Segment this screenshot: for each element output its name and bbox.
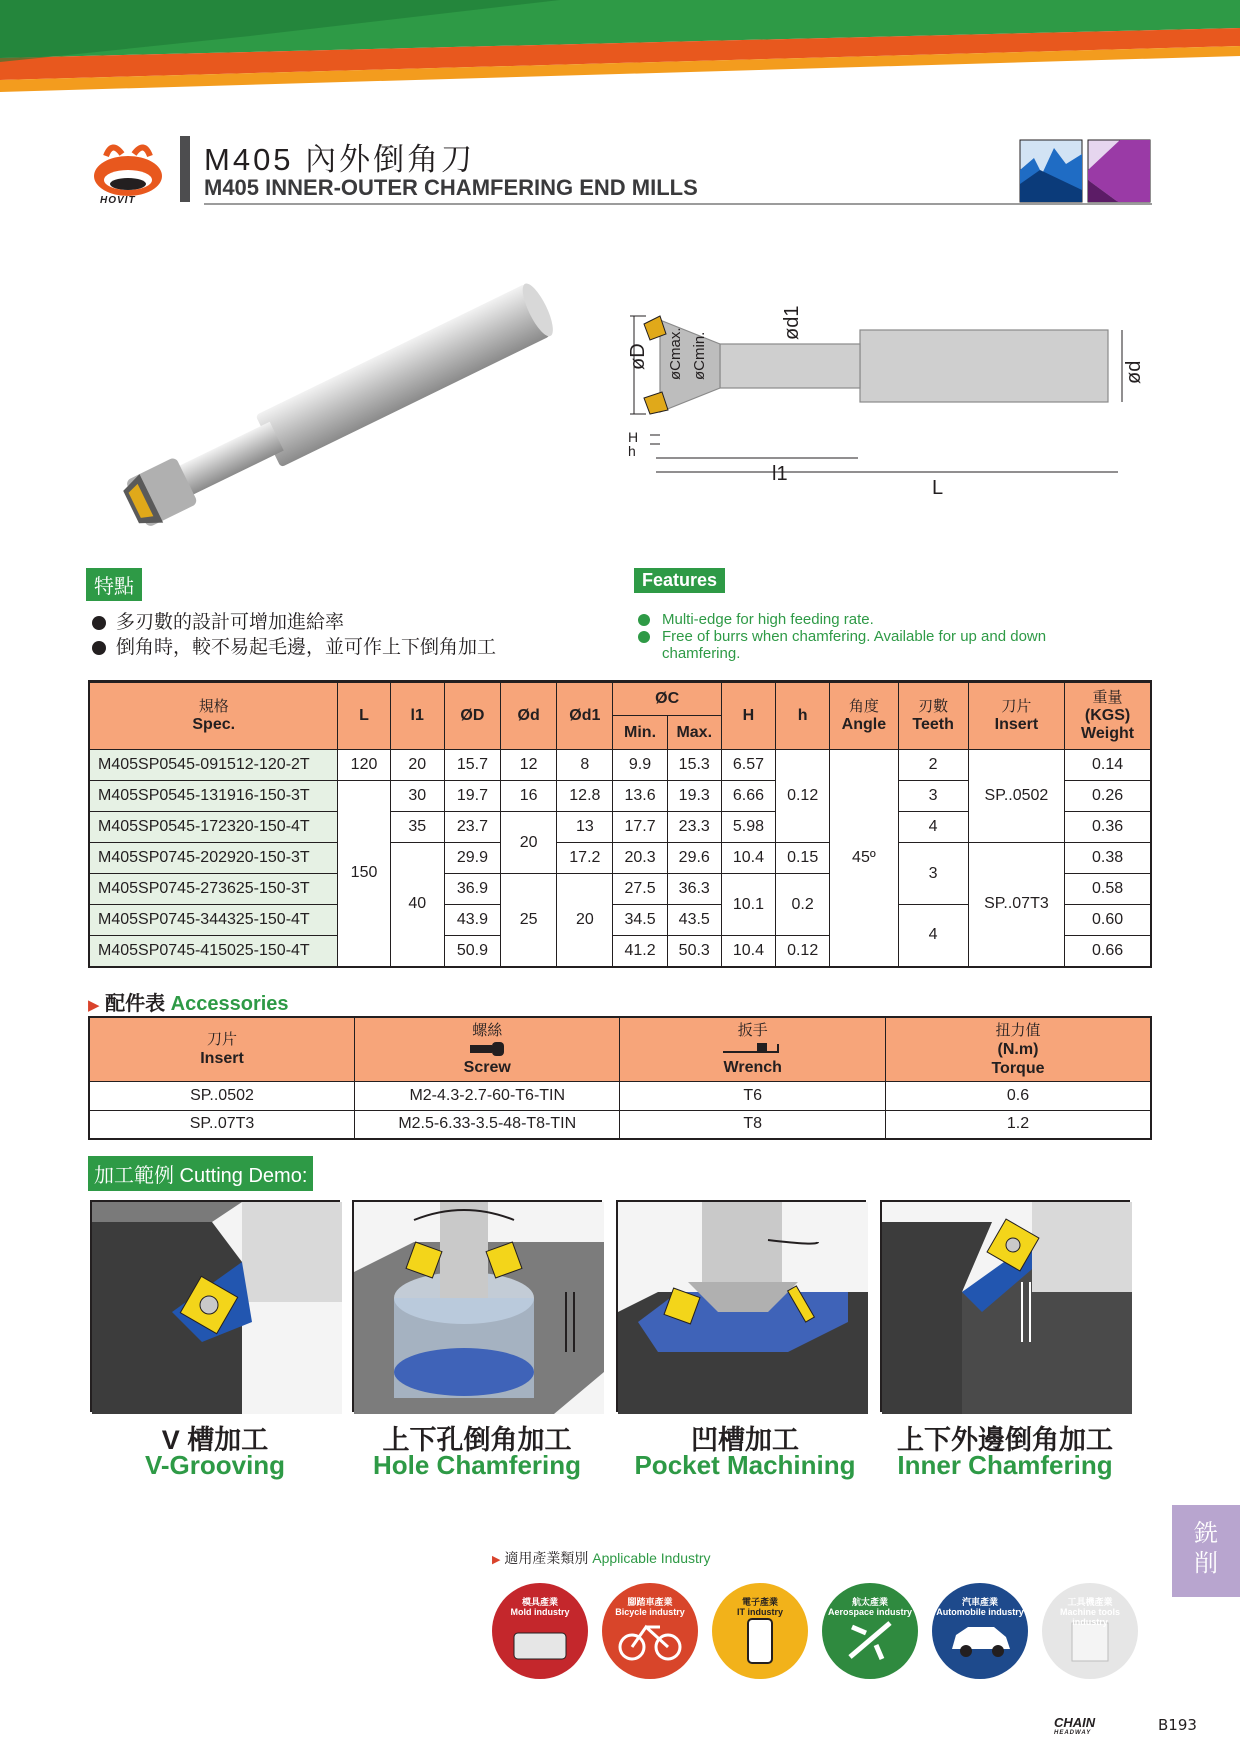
cell-cmin: 9.9 [613,750,667,781]
arrow-icon: ▶ [88,997,100,1014]
cell-d1: 20 [557,874,613,967]
page-title-en: M405 INNER-OUTER CHAMFERING END MILLS [204,175,698,200]
features-tag-en: Features [634,568,725,593]
wrench-icon [723,1042,783,1056]
cell-teeth: 4 [898,812,968,843]
th-screw: 螺絲 Screw [355,1017,620,1081]
cell-cmax: 50.3 [667,936,721,967]
cell-d1: 13 [557,812,613,843]
cell-teeth: 4 [898,905,968,967]
cell-d1: 12.8 [557,781,613,812]
cell-H: 10.4 [721,843,775,874]
cell-D: 23.7 [444,812,500,843]
th-wrench: 扳手 Wrench [620,1017,886,1081]
th-spec: 規格 Spec. [89,682,338,750]
cell-cmax: 29.6 [667,843,721,874]
label-od1: ød1 [781,305,803,340]
cutting-demo-title: 加工範例 Cutting Demo: [88,1156,313,1191]
screw-icon [470,1042,504,1056]
label-H: H [628,429,639,445]
cell-weight: 0.38 [1065,843,1151,874]
cell-torque: 1.2 [885,1110,1151,1139]
features-list-en [638,611,1108,662]
cell-cmin: 13.6 [613,781,667,812]
table-row [89,1110,1151,1139]
cell-teeth: 3 [898,781,968,812]
spec-table [88,680,1152,968]
cell-spec: M405SP0545-091512-120-2T [89,750,338,781]
cell-cmin: 34.5 [613,905,667,936]
tool-drawing [620,305,1145,510]
demo-label-cn: 上下外邊倒角加工 [897,1425,1113,1455]
th-teeth: 刃數 Teeth [898,682,968,750]
cell-spec: M405SP0745-415025-150-4T [89,936,338,967]
th-torque: 扭力值 (N.m) Torque [885,1017,1151,1081]
cell-weight: 0.14 [1065,750,1151,781]
label-od: øD [627,343,649,370]
label-L: L [932,477,944,499]
features-tag-cn: 特點 [86,568,142,601]
demo-v-grooving-image [90,1200,340,1412]
feature-item: Multi-edge for high feeding rate. [638,611,1108,628]
cell-D: 36.9 [444,874,500,905]
th-insert: 刀片 Insert [89,1017,355,1081]
accessories-title-en: Accessories [170,993,289,1015]
cell-wrench: T8 [620,1110,886,1139]
cell-cmax: 19.3 [667,781,721,812]
demo-label-en: Pocket Machining [634,1450,856,1480]
cell-spec: M405SP0745-273625-150-3T [89,874,338,905]
demo-hole-chamfering-image [352,1200,602,1412]
accessories-title-cn: 配件表 [105,993,166,1015]
cell-spec: M405SP0745-344325-150-4T [89,905,338,936]
cell-cmin: 17.7 [613,812,667,843]
cell-insert: SP..0502 [89,1081,355,1110]
cell-h: 0.12 [776,936,830,967]
cell-d: 20 [501,812,557,874]
features-list-cn [92,610,496,660]
table-row [89,843,1151,874]
demo-label-cn: 凹槽加工 [691,1425,799,1455]
cell-l1: 20 [390,750,444,781]
feature-item: Free of burrs when chamfering. Available for up and down chamfering. [638,628,1108,662]
cell-D: 29.9 [444,843,500,874]
logo-text: HOVIT [100,195,136,206]
cell-spec: M405SP0545-172320-150-4T [89,812,338,843]
th-d1: Ød1 [557,682,613,750]
cell-L: 120 [338,750,390,781]
label-cmin: øCmin. [691,331,708,380]
cell-D: 50.9 [444,936,500,967]
th-h: h [776,682,830,750]
cell-d: 25 [501,874,557,967]
industry-bicycle-icon: 腳踏車產業 Bicycle industry [602,1583,698,1679]
industry-automobile-icon: 汽車產業 Automobile industry [932,1583,1028,1679]
industry-title [492,1548,711,1568]
page-number: B193 [1158,1716,1197,1734]
cell-D: 43.9 [444,905,500,936]
th-cmin: Min. [613,716,667,750]
cell-H: 6.57 [721,750,775,781]
side-tab-line: 削 [1194,1550,1218,1577]
accessories-title [88,987,289,1016]
cell-screw: M2.5-6.33-3.5-48-T8-TIN [355,1110,620,1139]
demo-pocket-machining-image [616,1200,866,1412]
cell-d1: 17.2 [557,843,613,874]
th-d: Ød [501,682,557,750]
side-tab-milling[interactable] [1172,1505,1240,1597]
title-divider [204,203,1152,205]
th-H: H [721,682,775,750]
industry-machine-tools-icon: 工具機產業 Machine tools industry [1042,1583,1138,1679]
demo-label-en: V-Grooving [144,1450,286,1480]
cell-l1: 30 [390,781,444,812]
industry-title-cn: 適用產業類別 [504,1550,589,1566]
cell-d: 12 [501,750,557,781]
cell-D: 15.7 [444,750,500,781]
cell-H: 10.1 [721,874,775,936]
th-weight: 重量 (KGS) Weight [1065,682,1151,750]
cell-H: 5.98 [721,812,775,843]
cell-insert: SP..07T3 [968,843,1064,967]
cell-spec: M405SP0745-202920-150-3T [89,843,338,874]
th-cmax: Max. [667,716,721,750]
demo-label-cn: V 槽加工 [161,1425,269,1455]
cell-spec: M405SP0545-131916-150-3T [89,781,338,812]
th-insert: 刀片 Insert [968,682,1064,750]
cell-d1: 8 [557,750,613,781]
industry-mold-icon: 模具產業 Mold industry [492,1583,588,1679]
industry-aerospace-icon: 航太產業 Aerospace industry [822,1583,918,1679]
feature-item: 倒角時，較不易起毛邊，並可作上下倒角加工 [92,635,496,660]
cell-angle: 45º [830,750,898,967]
cell-H: 10.4 [721,936,775,967]
table-row [89,1081,1151,1110]
demo-label-cn: 上下孔倒角加工 [382,1425,572,1455]
label-cmax: øCmax. [667,327,684,380]
cell-insert: SP..0502 [968,750,1064,843]
table-row [89,750,1151,781]
chain-headway-logo: CHAIN HEADWAY [1054,1715,1096,1736]
cell-weight: 0.36 [1065,812,1151,843]
th-C: ØC [613,682,721,716]
cell-cmax: 43.5 [667,905,721,936]
cell-insert: SP..07T3 [89,1110,355,1139]
cell-cmax: 36.3 [667,874,721,905]
cell-teeth: 2 [898,750,968,781]
cell-h: 0.2 [776,874,830,936]
side-tab-line: 銑 [1194,1520,1218,1547]
material-icons [1020,140,1150,202]
cell-L: 150 [338,781,390,967]
cell-teeth: 3 [898,843,968,905]
th-l1: l1 [390,682,444,750]
cell-wrench: T6 [620,1081,886,1110]
cell-weight: 0.26 [1065,781,1151,812]
demo-label-en: Hole Chamfering [372,1450,582,1480]
cell-cmax: 23.3 [667,812,721,843]
label-od-shank: ød [1123,360,1145,384]
cell-h: 0.12 [776,750,830,843]
cell-screw: M2-4.3-2.7-60-T6-TIN [355,1081,620,1110]
cell-l1: 35 [390,812,444,843]
cell-D: 19.7 [444,781,500,812]
cell-cmax: 15.3 [667,750,721,781]
page-title-cn: M405 內外倒角刀 [204,142,476,177]
cell-cmin: 20.3 [613,843,667,874]
cell-h: 0.15 [776,843,830,874]
tool-photo [90,285,600,525]
cell-torque: 0.6 [885,1081,1151,1110]
demo-inner-chamfering-image [880,1200,1130,1412]
th-L: L [338,682,390,750]
accessories-table [88,1016,1152,1140]
th-angle: 角度 Angle [830,682,898,750]
cell-H: 6.66 [721,781,775,812]
cell-weight: 0.60 [1065,905,1151,936]
industry-title-en: Applicable Industry [592,1550,711,1566]
arrow-icon: ▶ [492,1554,501,1566]
cell-l1: 40 [390,843,444,967]
feature-item: 多刃數的設計可增加進給率 [92,610,496,635]
cell-cmin: 41.2 [613,936,667,967]
cell-weight: 0.58 [1065,874,1151,905]
top-banner [0,0,1240,100]
cell-d: 16 [501,781,557,812]
label-h: h [628,443,636,459]
th-D: ØD [444,682,500,750]
cell-weight: 0.66 [1065,936,1151,967]
title-bar [180,136,190,202]
demo-label-en: Inner Chamfering [897,1450,1113,1480]
cell-cmin: 27.5 [613,874,667,905]
label-l1: l1 [772,463,788,485]
industry-it-icon: 電子產業 IT industry [712,1583,808,1679]
